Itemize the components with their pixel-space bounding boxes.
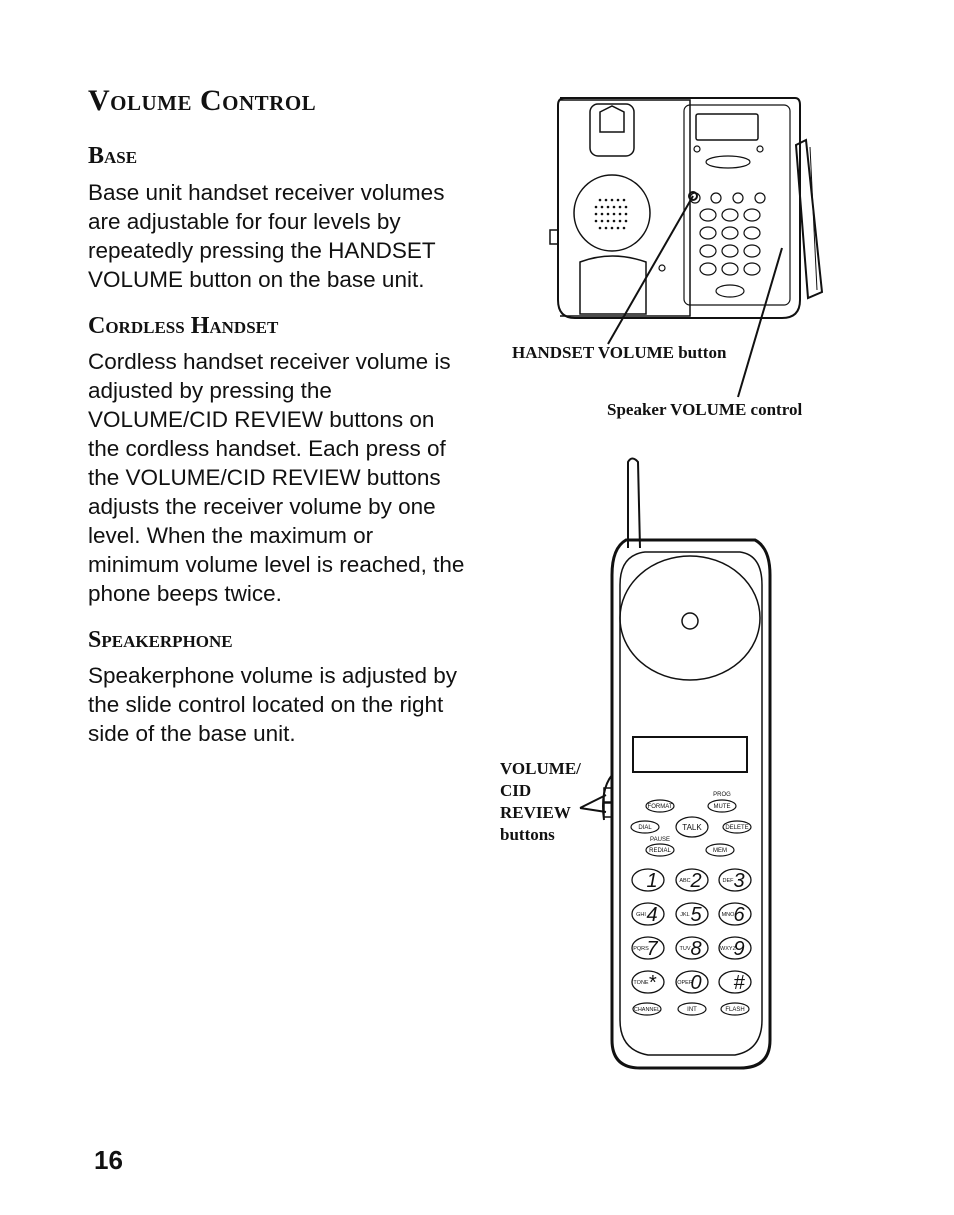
digit-key-label: * xyxy=(648,972,656,994)
callout-line: VOLUME/ xyxy=(500,759,581,778)
digit-key-# xyxy=(719,971,751,994)
digit-key-letters: TUV xyxy=(679,946,691,952)
digit-key-1 xyxy=(632,869,664,892)
section-heading-base: Base xyxy=(88,143,138,169)
digit-key-5 xyxy=(676,903,708,926)
digit-key-label: # xyxy=(733,972,745,994)
digit-key-letters: OPER xyxy=(677,980,693,986)
handset-display xyxy=(633,737,747,772)
digit-key-label: 4 xyxy=(646,904,658,926)
digit-key-letters: WXYZ xyxy=(720,946,736,952)
digit-key-letters: MNO xyxy=(721,912,735,918)
earpiece-icon xyxy=(682,613,698,629)
digit-key-6 xyxy=(719,903,751,926)
digit-key-9 xyxy=(719,937,751,960)
earpiece-shape xyxy=(620,556,760,680)
key-dial-label: DIAL xyxy=(638,825,652,831)
digit-key-letters: ABC xyxy=(679,878,691,884)
section-body-cordless-handset: Cordless handset receiver volume is adjusted by pressing the VOLUME/CID REVIEW buttons on the cordless handset. Each press of the VOLUME/CID REVIEW buttons adjusts the receiver volume by one level. When the maximum or minimum volume level is reached, the phone beeps twice. xyxy=(88,349,465,606)
key-flash-label: FLASH xyxy=(725,1007,745,1013)
key-delete-label: DELETE xyxy=(725,825,749,831)
digit-key-* xyxy=(632,971,664,994)
page-number: 16 xyxy=(94,1145,123,1175)
digit-key-label: 5 xyxy=(690,904,702,926)
callout-handset-volume: HANDSET VOLUME button xyxy=(512,343,727,362)
digit-key-8 xyxy=(676,937,708,960)
callout-line: CID xyxy=(500,781,532,800)
digit-key-label: 7 xyxy=(646,938,658,960)
section-heading-cordless-handset: Cordless Handset xyxy=(88,313,279,339)
digit-key-7 xyxy=(632,937,664,960)
digit-key-letters: DEF xyxy=(722,878,734,884)
digit-key-label: 0 xyxy=(690,972,702,994)
callout-line: REVIEW xyxy=(500,803,571,822)
digit-key-4 xyxy=(632,903,664,926)
digit-key-letters: PQRS xyxy=(633,946,649,952)
page-title: Volume Control xyxy=(88,84,317,117)
digit-key-label: 8 xyxy=(690,938,702,960)
section-body-speakerphone: Speakerphone volume is adjusted by the slide control located on the right side of the base unit. xyxy=(88,663,457,746)
digit-key-3 xyxy=(719,869,751,892)
callout-speaker-volume: Speaker VOLUME control xyxy=(607,400,803,419)
digit-key-label: 2 xyxy=(690,870,702,892)
digit-key-0 xyxy=(676,971,708,994)
key-format-label: FORMAT xyxy=(647,804,673,810)
key-int-label: INT xyxy=(687,1007,697,1013)
key-redial-label: REDIAL xyxy=(649,848,671,854)
digit-key-letters: GHI xyxy=(636,912,646,918)
key-talk-label: TALK xyxy=(682,823,702,832)
key-pause-label: PAUSE xyxy=(650,837,670,843)
section-body-base: Base unit handset receiver volumes are adjustable for four levels by repeatedly pressing the HANDSET VOLUME button on the base unit. xyxy=(88,180,445,292)
digit-key-label: 3 xyxy=(733,870,745,892)
digit-key-label: 1 xyxy=(646,870,658,892)
section-heading-speakerphone: Speakerphone xyxy=(88,627,233,653)
key-mute-label: MUTE xyxy=(713,804,731,810)
digit-key-2 xyxy=(676,869,708,892)
key-prog-label: PROG xyxy=(713,792,731,798)
key-mem-label: MEM xyxy=(713,848,727,854)
key-channel-label: CHANNEL xyxy=(633,1007,661,1013)
digit-key-label: 9 xyxy=(733,938,745,960)
handset-antenna xyxy=(628,459,640,549)
callout-line: buttons xyxy=(500,825,555,844)
digit-key-label: 6 xyxy=(733,904,745,926)
digit-key-letters: TONE xyxy=(633,980,649,986)
digit-key-letters: JKL xyxy=(680,912,690,918)
handset-digit-keys xyxy=(632,869,751,994)
